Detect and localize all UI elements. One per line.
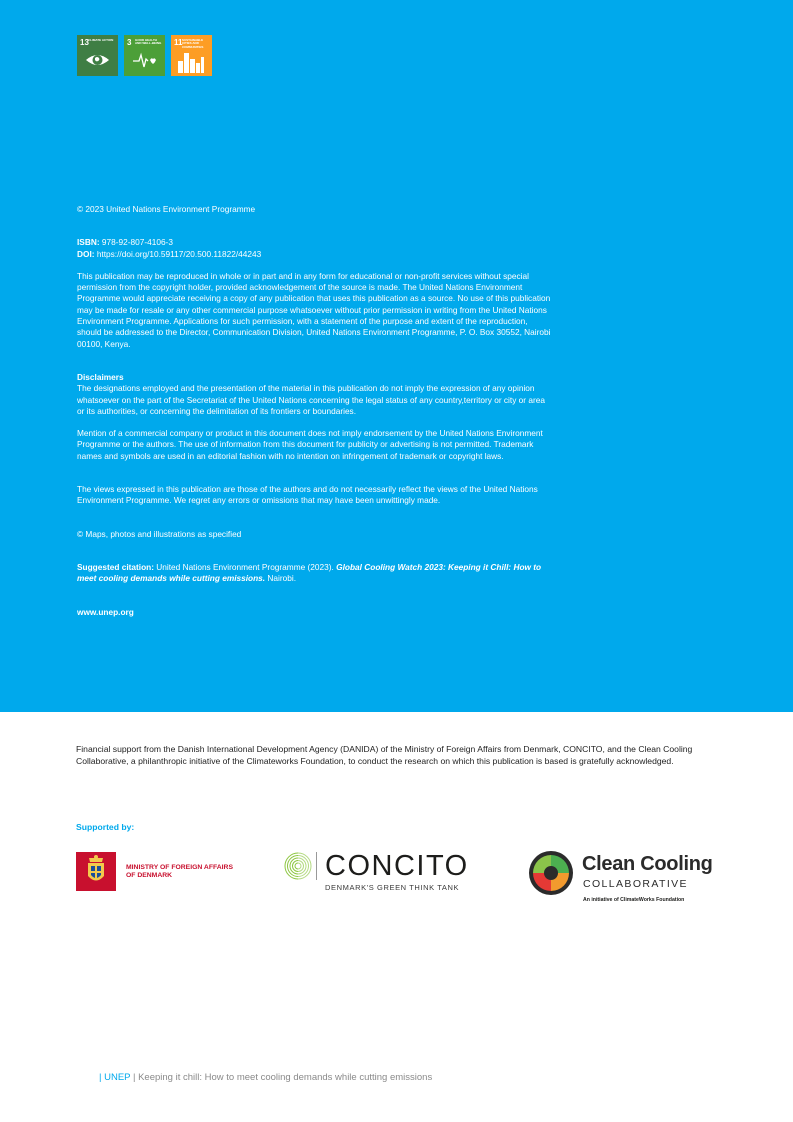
collaborative-wordmark: COLLABORATIVE bbox=[583, 878, 688, 890]
maps-notice: © Maps, photos and illustrations as specified bbox=[77, 528, 242, 539]
financial-support-note: Financial support from the Danish International Development Agency (DANIDA) of the Ministry of Foreign Affairs from Denmark, CONCITO, and the Clean Cooling Collaborative, a philanthropic initiative of the Climateworks Foundation, to conduct the research on which this publication is based is gratefully acknowledged. bbox=[76, 744, 693, 766]
concito-wordmark: CONCITO bbox=[325, 850, 469, 882]
disclaimer-commercial: Mention of a commercial company or product in this document does not imply endorsement by the United Nations Environment Programme or the authors. The use of information from this document for publicity or advertising is not permitted. Trademark names and symbols are used in an editorial fashion with no intention on infringement of trademark or copyright laws. bbox=[77, 428, 543, 461]
sdg-11-sustainable-cities-icon bbox=[171, 35, 212, 76]
sdg-3-good-health-icon bbox=[124, 35, 165, 76]
heartbeat-icon bbox=[132, 49, 157, 71]
legal-notice bbox=[77, 204, 552, 618]
sdg-number: 3 bbox=[127, 38, 132, 47]
citation-label: Suggested citation: bbox=[77, 561, 154, 572]
page-footer bbox=[99, 1072, 432, 1083]
copyright-line: © 2023 United Nations Environment Programme bbox=[77, 204, 256, 214]
disclaimer-designations: The designations employed and the presentation of the material in this publication do not imply the expression of any opinion whatsoever on the part of the Secretariat of the United Nations concerning the legal status of any country,territory or city or area or its authorities, or concerning the delimitation of its frontiers or boundaries. bbox=[77, 383, 545, 416]
isbn-label: ISBN: bbox=[77, 237, 100, 248]
doi-label: DOI: bbox=[77, 248, 95, 259]
supported-by-label: Supported by: bbox=[76, 822, 135, 832]
danida-wordmark bbox=[126, 864, 233, 880]
doi-value: https://doi.org/10.59117/20.500.11822/44243 bbox=[94, 248, 262, 259]
sdg-title: CLIMATE ACTION bbox=[88, 38, 114, 42]
clean-cooling-wordmark: Clean Cooling bbox=[582, 853, 713, 875]
footer-separator: | bbox=[99, 1072, 102, 1083]
suggested-citation bbox=[77, 562, 552, 585]
city-buildings-icon bbox=[177, 49, 205, 73]
concito-divider bbox=[316, 852, 317, 880]
sdg-title: GOOD HEALTH AND WELL-BEING bbox=[135, 38, 162, 46]
isbn-line bbox=[77, 237, 552, 248]
reproduction-notice: This publication may be reproduced in whole or in part and in any form for educational or non-profit services without special permission from the copyright holder, provided acknowledgement of the source is made. The United Nations Environment Programme would appreciate receiving a copy of any publication that uses this publication as a source. No use of this publication may be made for resale or any other commercial purpose whatsoever without prior permission in writing from the United Nations Environment Programme. Applications for such permission, with a statement of the purpose and extent of the reproduction, should be addressed to the Director, Communication Division, United Nations Environment Programme, P. O. Box 30552, Nairobi 00100, Kenya. bbox=[77, 270, 551, 349]
disclaimers-heading-text: Disclaimers bbox=[77, 371, 124, 382]
website-text[interactable]: www.unep.org bbox=[77, 606, 134, 617]
climateworks-note: An initiative of ClimateWorks Foundation bbox=[583, 897, 685, 903]
citation-text: United Nations Environment Programme (2023). bbox=[153, 561, 337, 572]
isbn-value: 978-92-807-4106-3 bbox=[99, 237, 173, 248]
danida-line-2: OF DENMARK bbox=[126, 871, 173, 879]
disclaimers-heading bbox=[77, 372, 552, 383]
views-notice: The views expressed in this publication are those of the authors and do not necessarily reflect the views of the United Nations Environment Programme. We regret any errors or omissions that may have been unwittingly made. bbox=[77, 484, 538, 506]
footer-title: | Keeping it chill: How to meet cooling demands while cutting emissions bbox=[130, 1072, 433, 1083]
website-link[interactable] bbox=[77, 607, 552, 618]
sdg-number: 11 bbox=[174, 38, 183, 47]
citation-place: Nairobi. bbox=[265, 573, 297, 584]
clean-cooling-logo bbox=[528, 850, 728, 910]
concito-logo bbox=[283, 850, 483, 894]
footer-brand: UNEP bbox=[104, 1072, 131, 1083]
danish-crest-icon bbox=[76, 852, 116, 891]
sdg-number: 13 bbox=[80, 38, 89, 47]
citation-title: Global Cooling Watch 2023: Keeping it Chill: How to meet cooling demands while cutting emissions. bbox=[77, 561, 542, 584]
sdg-title: SUSTAINABLE CITIES AND COMMUNITIES bbox=[182, 38, 204, 49]
sdg-13-climate-action-icon bbox=[77, 35, 118, 76]
concito-tagline: DENMARK'S GREEN THINK TANK bbox=[325, 883, 460, 892]
eye-globe-icon bbox=[85, 49, 110, 71]
danida-line-1: MINISTRY OF FOREIGN AFFAIRS bbox=[126, 863, 233, 871]
sdg-icons bbox=[77, 35, 212, 76]
fingerprint-icon bbox=[283, 851, 313, 881]
danida-logo bbox=[76, 852, 233, 891]
clean-cooling-swirl-icon bbox=[528, 850, 574, 896]
doi-line bbox=[77, 249, 552, 260]
